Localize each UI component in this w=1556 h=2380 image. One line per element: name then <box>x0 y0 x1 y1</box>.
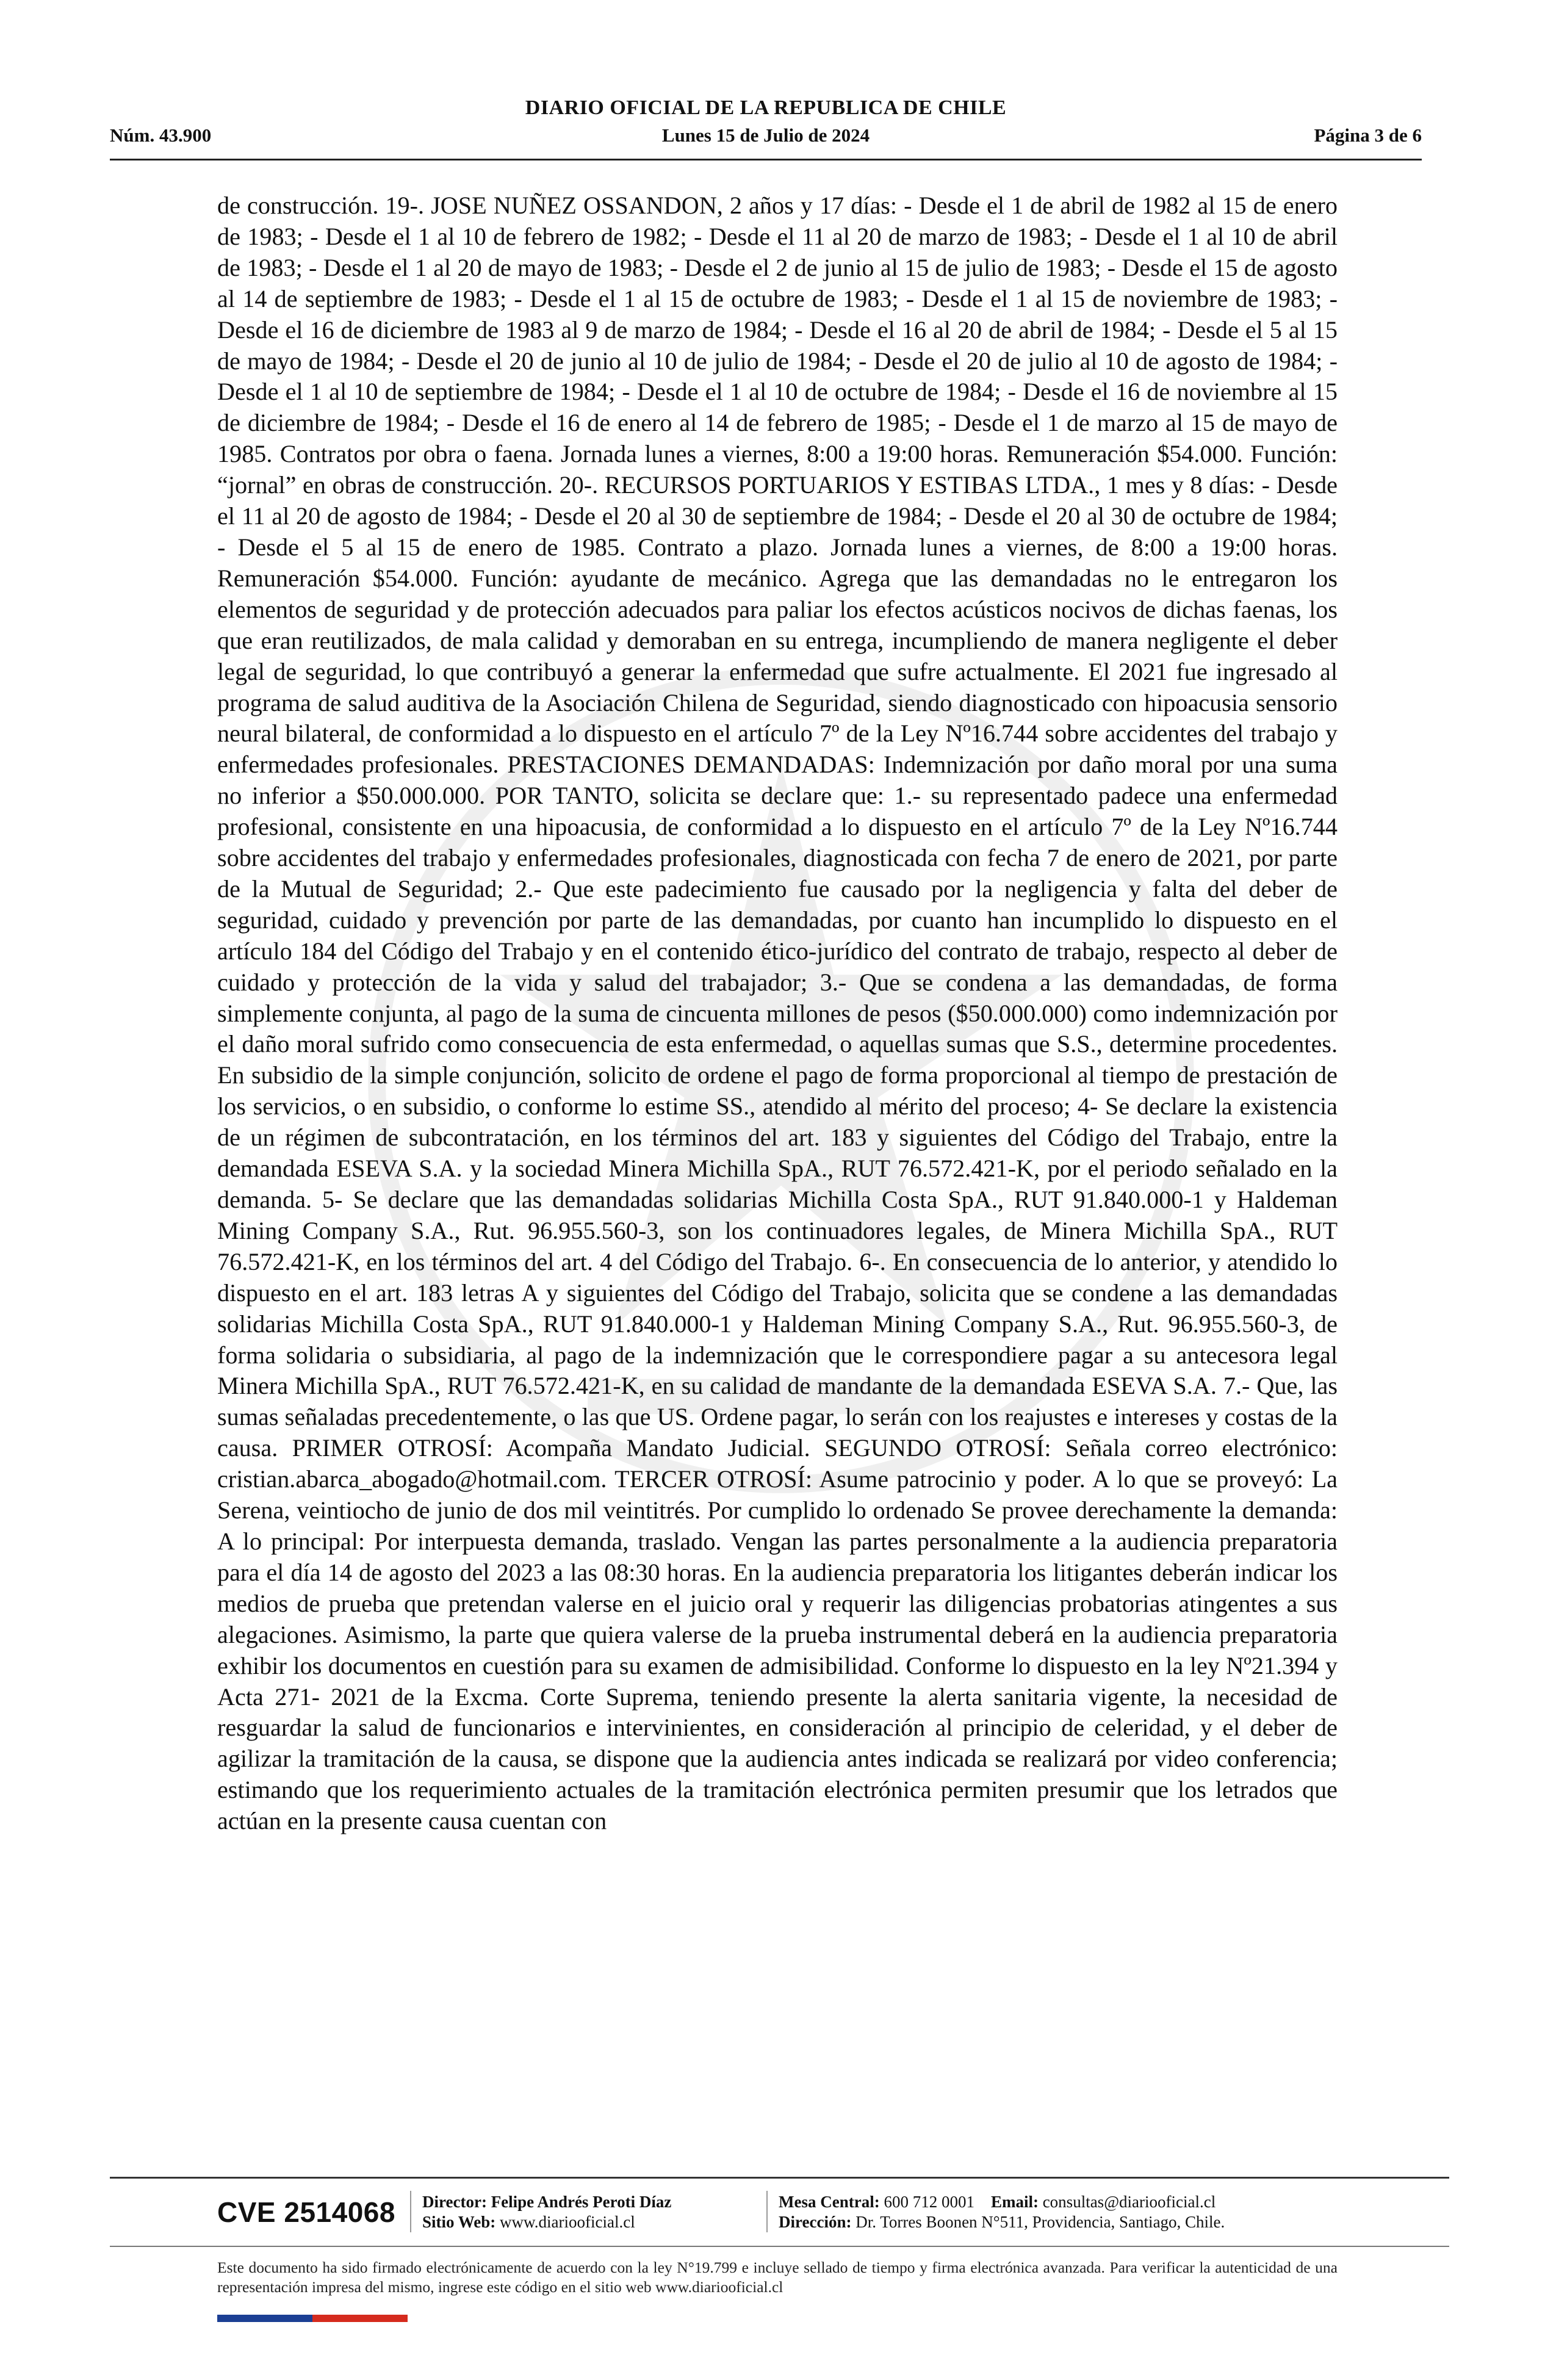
footer-divider-2 <box>766 2191 768 2232</box>
director-label: Director: <box>422 2193 487 2211</box>
site-link[interactable]: www.diariooficial.cl <box>500 2213 635 2231</box>
address-label: Dirección: <box>779 2213 852 2231</box>
cve-code: CVE 2514068 <box>217 2196 395 2228</box>
header-divider <box>110 159 1422 160</box>
document-body: de construcción. 19-. JOSE NUÑEZ OSSANDON, 2 años y 17 días: - Desde el 1 de abril de 1982 al 15 de enero de 1983; - Desde el 1 al 10 de febrero de 1982; - Desde el 11 al 20 de marzo de 1983; - Desde el 1 al 10 de abril de 1983; - Desde el 1 al 20 de mayo de 1983; - Desde el 2 de junio al 15 de julio de 1983; - Desde el 15 de agosto al 14 de septiembre de 1983; - Desde el 1 al 15 de octubre de 1983; - Desde el 1 al 15 de noviembre de 1983; - Desde el 16 de diciembre de 1983 al 9 de marzo de 1984; - Desde el 16 al 20 de abril de 1984; - Desde el 5 al 15 de mayo de 1984; - Desde el 20 de junio al 10 de julio de 1984; - Desde el 20 de julio al 10 de agosto de 1984; - Desde el 1 al 10 de septiembre de 1984; - Desde el 1 al 10 de octubre de 1984; - Desde el 16 de noviembre al 15 de diciembre de 1984; - Desde el 16 de enero al 14 de febrero de 1985; - Desde el 1 de marzo al 15 de mayo de 1985. Contratos por obra o faena. Jornada lunes a viernes, 8:00 a 19:00 horas. Remuneración $54.000. Función: “jornal” en obras de construcción. 20-. RECURSOS PORTUARIOS Y ESTIBAS LTDA., 1 mes y 8 días: - Desde el 11 al 20 de agosto de 1984; - Desde el 20 al 30 de septiembre de 1984; - Desde el 20 al 30 de octubre de 1984; - Desde el 5 al 15 de enero de 1985. Contrato a plazo. Jornada lunes a viernes, de 8:00 a 19:00 horas. Remuneración $54.000. Función: ayudante de mecánico. Agrega que las demandadas no le entregaron los elementos de seguridad y de protección adecuados para paliar los efectos acústicos nocivos de dichas faenas, los que eran reutilizados, de mala calidad y demoraban en su entrega, incumpliendo de manera negligente el deber legal de seguridad, lo que contribuyó a generar la enfermedad que sufre actualmente. El 2021 fue ingresado al programa de salud auditiva de la Asociación Chilena de Seguridad, siendo diagnosticado con hipoacusia sensorio neural bilateral, de conformidad a lo dispuesto en el artículo 7º de la Ley Nº16.744 sobre accidentes del trabajo y enfermedades profesionales. PRESTACIONES DEMANDADAS: Indemnización por daño moral por una suma no inferior a $50.000.000. POR TANTO, solicita se declare que: 1.- su representado padece una enfermedad profesional, consistente en una hipoacusia, de conformidad a lo dispuesto en el artículo 7º de la Ley Nº16.744 sobre accidentes del trabajo y enfermedades profesionales, diagnosticada con fecha 7 de enero de 2021, por parte de la Mutual de Seguridad; 2.- Que este padecimiento fue causado por la negligencia y falta del deber de seguridad, cuidado y prevención por parte de las demandadas, por cuanto han incumplido lo dispuesto en el artículo 184 del Código del Trabajo y en el contenido ético-jurídico del contrato de trabajo, respecto al deber de cuidado y protección de la vida y salud del trabajador; 3.- Que se condena a las demandadas, de forma simplemente conjunta, al pago de la suma de cincuenta millones de pesos ($50.000.000) como indemnización por el daño moral sufrido como consecuencia de esta enfermedad, o aquellas sumas que S.S., determine procedentes. En subsidio de la simple conjunción, solicito de ordene el pago de forma proporcional al tiempo de prestación de los servicios, o en subsidio, o conforme lo estime SS., atendido al mérito del proceso; 4- Se declare la existencia de un régimen de subcontratación, en los términos del art. 183 y siguientes del Código del Trabajo, entre la demandada ESEVA S.A. y la sociedad Minera Michilla SpA., RUT 76.572.421-K, por el periodo señalado en la demanda. 5- Se declare que las demandadas solidarias Michilla Costa SpA., RUT 91.840.000-1 y Haldeman Mining Company S.A., Rut. 96.955.560-3, son los continuadores legales, de Minera Michilla SpA., RUT 76.572.421-K, en los términos del art. 4 del Código del Trabajo. 6-. En consecuencia de lo anterior, y atendido lo dispuesto en el art. 183 letras A y siguientes del Código del Trabajo, solicita que se condene a las demandadas solidarias Michilla Costa SpA., RUT 91.840.000-1 y Haldeman Mining Company S.A., Rut. 96.955.560-3, de forma solidaria o subsidiaria, al pago de la indemnización que le correspondiere pagar a su antecesora legal Minera Michilla SpA., RUT 76.572.421-K, en su calidad de mandante de la demandada ESEVA S.A. 7.- Que, las sumas señaladas precedentemente, o las que US. Ordene pagar, lo serán con los reajustes e intereses y costas de la causa. PRIMER OTROSÍ: Acompaña Mandato Judicial. SEGUNDO OTROSÍ: Señala correo electrónico: cristian.abarca_abogado@hotmail.com. TERCER OTROSÍ: Asume patrocinio y poder. A lo que se proveyó: La Serena, veintiocho de junio de dos mil veintitrés. Por cumplido lo ordenado Se provee derechamente la demanda: A lo principal: Por interpuesta demanda, traslado. Vengan las partes personalmente a la audiencia preparatoria para el día 14 de agosto del 2023 a las 08:30 horas. En la audiencia preparatoria los litigantes deberán indicar los medios de prueba que pretendan valerse en el juicio oral y requerir las diligencias probatorias atingentes a sus alegaciones. Asimismo, la parte que quiera valerse de la prueba instrumental deberá en la audiencia preparatoria exhibir los documentos en cuestión para su examen de admisibilidad. Conforme lo dispuesto en la ley Nº21.394 y Acta 271- 2021 de la Excma. Corte Suprema, teniendo presente la alerta sanitaria vigente, la necesidad de resguardar la salud de funcionarios e intervinientes, en consideración al principio de celeridad, y el deber de agilizar la tramitación de la causa, se dispone que la audiencia antes indicada se realizará por video conferencia; estimando que los requerimiento actuales de la tramitación electrónica permiten presumir que los letrados que actúan en la presente causa cuentan con <box>217 192 1338 1835</box>
mesa-phone: 600 712 0001 <box>884 2193 974 2211</box>
footer-info <box>217 2187 1338 2236</box>
address-value: Dr. Torres Boonen N°511, Providencia, Santiago, Chile. <box>855 2213 1225 2231</box>
issue-number: Núm. 43.900 <box>110 124 212 146</box>
footer-divider-top <box>110 2177 1449 2179</box>
site-label: Sitio Web: <box>422 2213 496 2231</box>
footer-divider-1 <box>410 2191 411 2232</box>
flag-red-segment <box>312 2315 408 2322</box>
email-link[interactable]: consultas@diariooficial.cl <box>1042 2193 1216 2211</box>
flag-blue-segment <box>217 2315 312 2322</box>
mesa-label: Mesa Central: <box>779 2193 880 2211</box>
footer-divider-bottom <box>110 2246 1449 2247</box>
flag-color-bar <box>217 2315 408 2322</box>
email-label: Email: <box>990 2193 1039 2211</box>
footer-contact-column <box>779 2192 1225 2232</box>
signature-note: Este documento ha sido firmado electrónicamente de acuerdo con la ley N°19.799 e incluye sellado de tiempo y firma electrónica avanzada. Para verificar la autenticidad de una representación impresa del mismo, ingrese este código en el sitio web www.diariooficial.cl <box>217 2259 1338 2296</box>
director-name: Felipe Andrés Peroti Díaz <box>491 2193 672 2211</box>
footer-director-column <box>422 2192 671 2232</box>
issue-date: Lunes 15 de Julio de 2024 <box>661 124 870 146</box>
publication-title: DIARIO OFICIAL DE LA REPUBLICA DE CHILE <box>525 96 1007 119</box>
page-number: Página 3 de 6 <box>1314 124 1422 146</box>
page-header <box>110 92 1422 159</box>
